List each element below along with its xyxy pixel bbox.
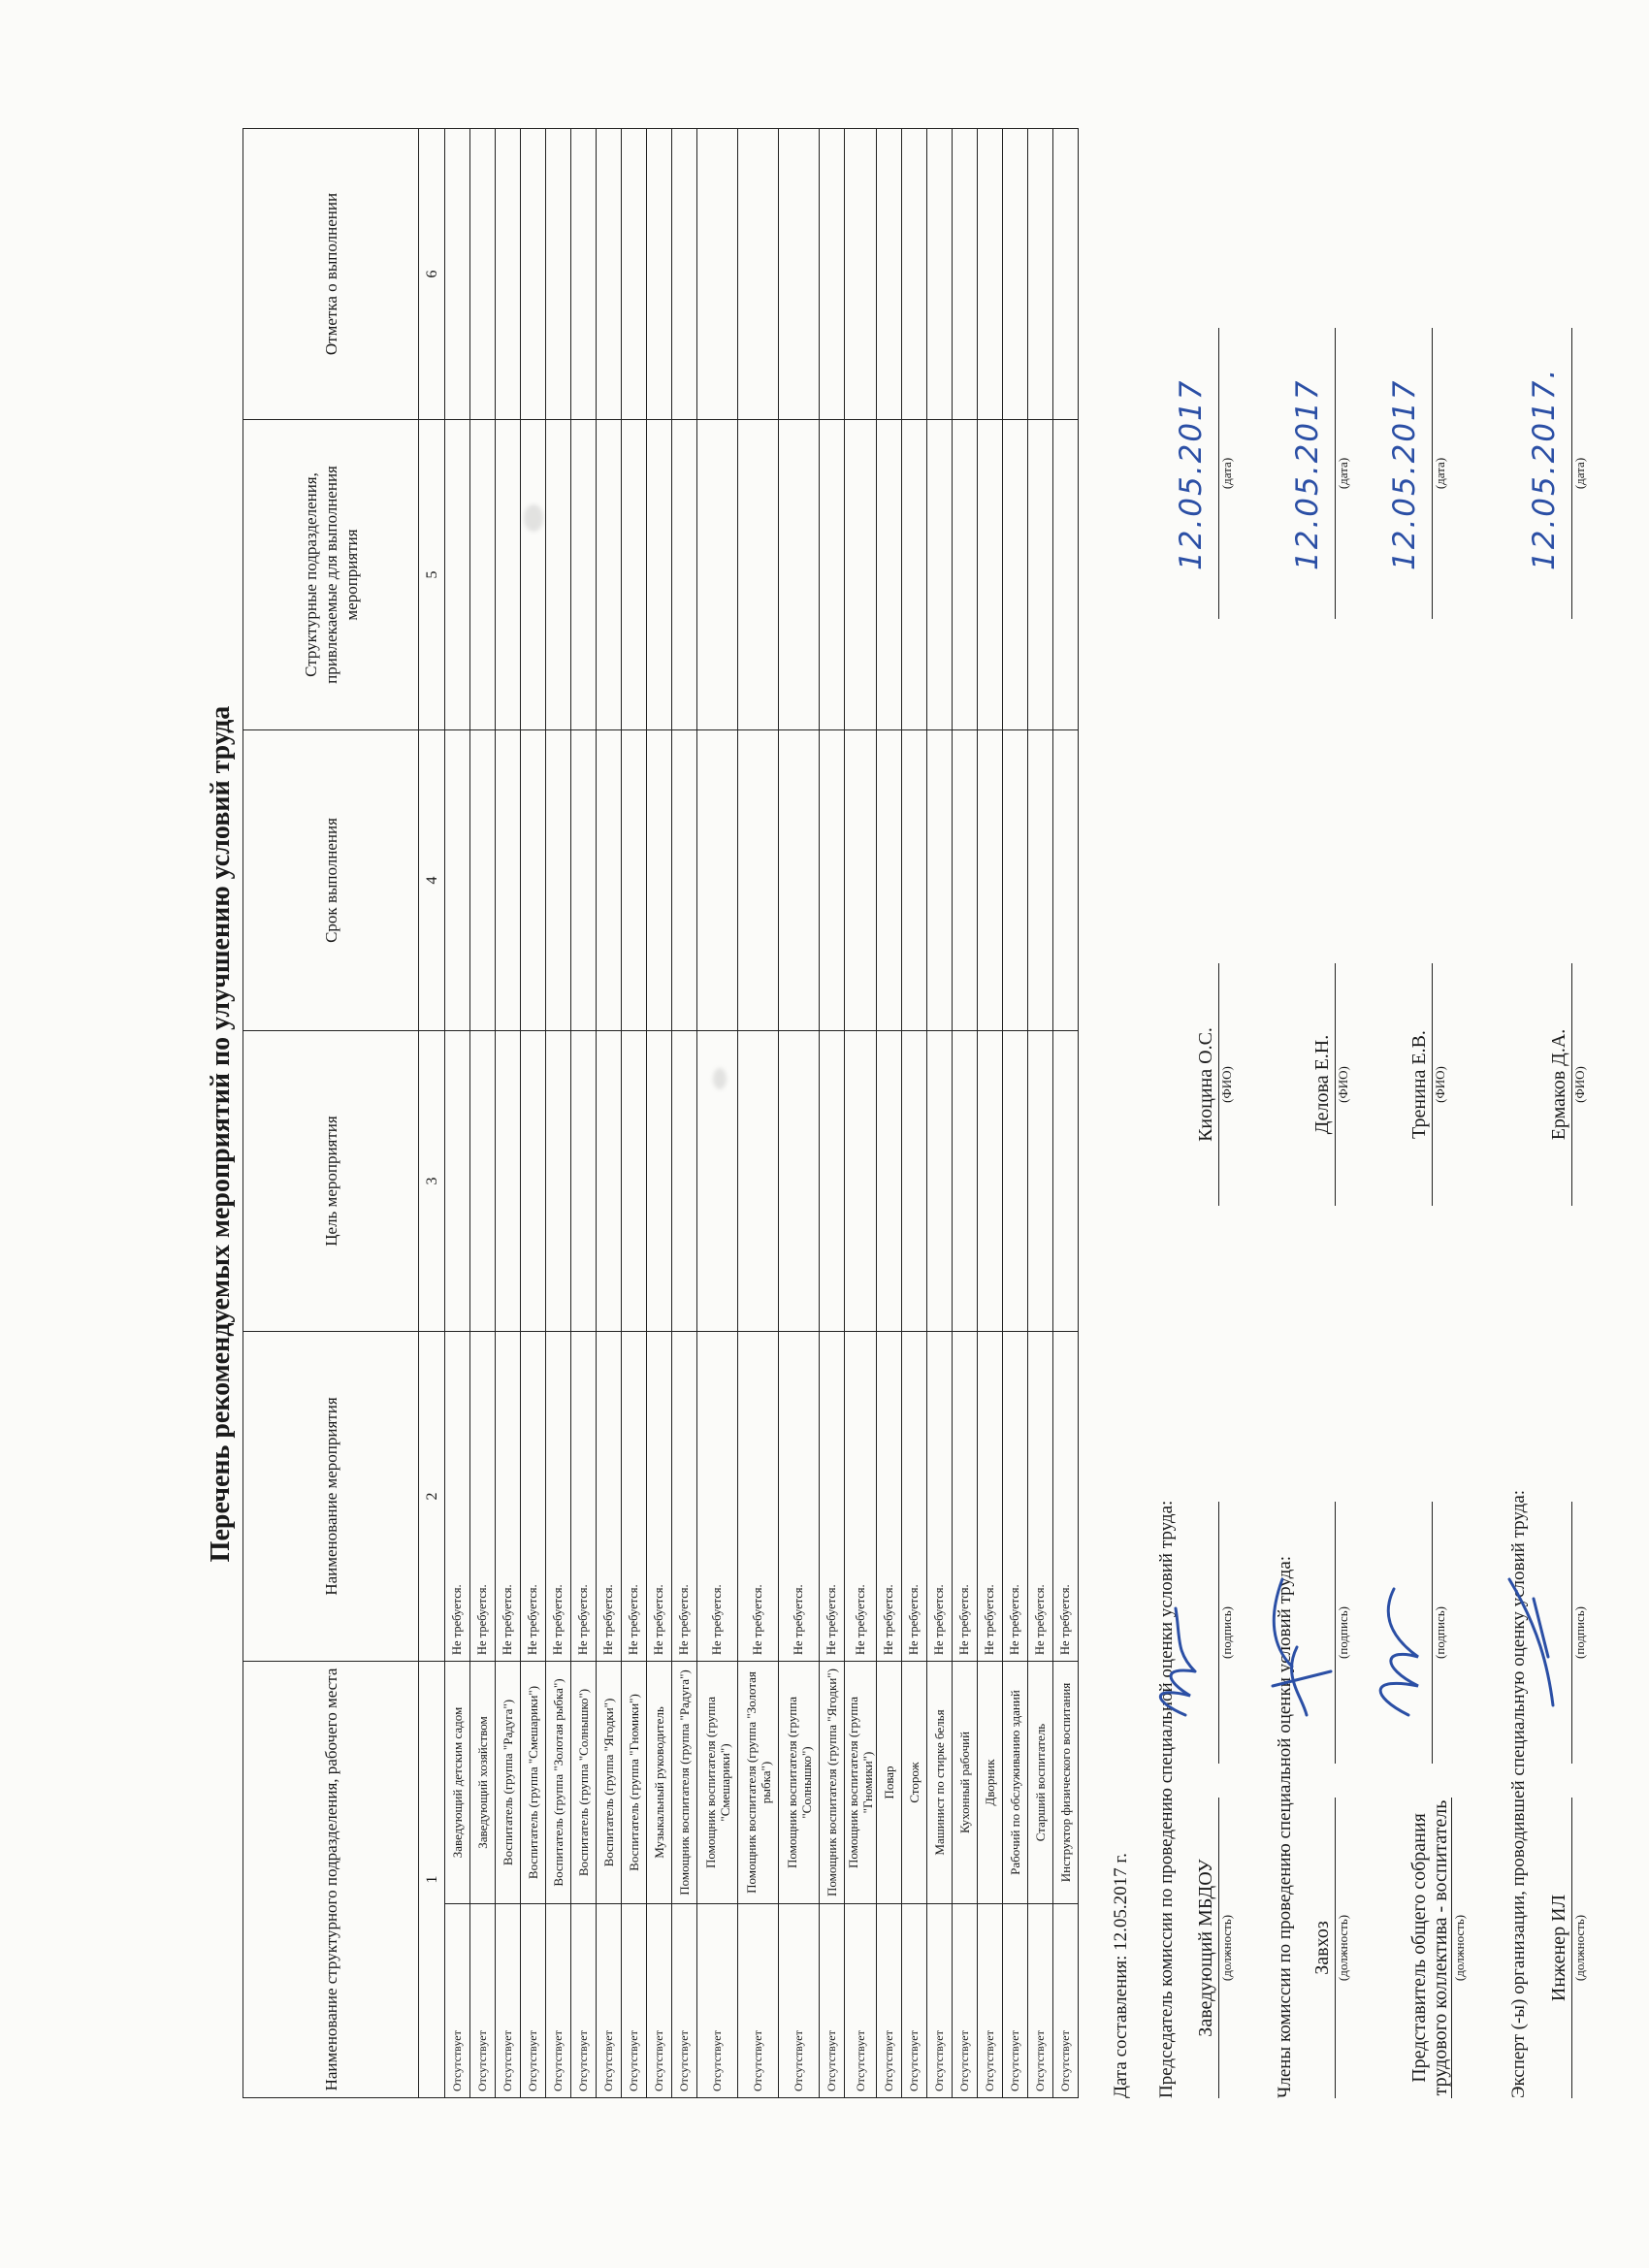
- scan-smudge: [713, 1068, 727, 1089]
- unit-cell: Отсутствует: [571, 1904, 597, 2098]
- goal-cell: [1028, 1031, 1053, 1332]
- deadline-cell: [953, 730, 978, 1031]
- signatory-position-field: [1311, 1798, 1350, 2098]
- deadline-cell: [1053, 730, 1079, 1031]
- signatory-name-field: [1548, 963, 1587, 1206]
- completion-cell: [496, 129, 521, 420]
- table-header-row: [243, 129, 419, 2098]
- table-row: [1053, 129, 1079, 2098]
- unit-cell: Отсутствует: [877, 1904, 902, 2098]
- signatory-name: Киоцина О.С.: [1195, 963, 1219, 1206]
- position-caption: (должность): [1336, 1914, 1350, 1982]
- completion-cell: [445, 129, 470, 420]
- position-caption: (должность): [1219, 1914, 1234, 1982]
- departments-cell: [470, 420, 496, 730]
- unit-cell: Отсутствует: [1028, 1904, 1053, 2098]
- position-cell: Повар: [877, 1662, 902, 1904]
- departments-cell: [877, 420, 902, 730]
- position-cell: Помощник воспитателя (группа "Гномики"): [845, 1662, 877, 1904]
- goal-cell: [820, 1031, 845, 1332]
- measure-cell: Не требуется.: [647, 1332, 672, 1662]
- goal-cell: [902, 1031, 927, 1332]
- measure-cell: Не требуется.: [496, 1332, 521, 1662]
- signatory-position-field: [1195, 1798, 1234, 2098]
- column-number: 4: [419, 730, 445, 1031]
- signature-caption: (подпись): [1433, 1606, 1447, 1659]
- deadline-cell: [877, 730, 902, 1031]
- departments-cell: [521, 420, 546, 730]
- deadline-cell: [597, 730, 622, 1031]
- name-caption: (ФИО): [1433, 1066, 1447, 1103]
- position-caption: (должность): [1572, 1914, 1587, 1982]
- table-row: [779, 129, 820, 2098]
- handwritten-signature: [1147, 1531, 1234, 1725]
- measure-cell: Не требуется.: [1028, 1332, 1053, 1662]
- unit-cell: Отсутствует: [597, 1904, 622, 2098]
- measure-cell: Не требуется.: [902, 1332, 927, 1662]
- departments-cell: [597, 420, 622, 730]
- goal-cell: [845, 1031, 877, 1332]
- header-measure: Наименование мероприятия: [243, 1332, 419, 1662]
- completion-cell: [622, 129, 647, 420]
- unit-cell: Отсутствует: [521, 1904, 546, 2098]
- goal-cell: [647, 1031, 672, 1332]
- measure-cell: Не требуется.: [597, 1332, 622, 1662]
- signatory-name: Делова Е.Н.: [1311, 963, 1336, 1206]
- signatory-position: Представитель общего собрания трудового коллектива - воспитатель: [1408, 1798, 1452, 2098]
- deadline-cell: [697, 730, 738, 1031]
- deadline-cell: [820, 730, 845, 1031]
- measure-cell: Не требуется.: [1003, 1332, 1028, 1662]
- position-cell: Помощник воспитателя (группа "Золотая рыбка"): [738, 1662, 779, 1904]
- measure-cell: Не требуется.: [445, 1332, 470, 1662]
- signatory-position-field: [1408, 1798, 1467, 2098]
- unit-cell: Отсутствует: [672, 1904, 697, 2098]
- completion-cell: [697, 129, 738, 420]
- table-row: [845, 129, 877, 2098]
- goal-cell: [622, 1031, 647, 1332]
- header-completion-mark: Отметка о выполнении: [243, 129, 419, 420]
- departments-cell: [647, 420, 672, 730]
- date-caption: (дата): [1336, 457, 1350, 490]
- deadline-cell: [978, 730, 1003, 1031]
- position-cell: Заведующий хозяйством: [470, 1662, 496, 1904]
- position-cell: Воспитатель (группа "Золотая рыбка"): [546, 1662, 571, 1904]
- measure-cell: Не требуется.: [571, 1332, 597, 1662]
- completion-cell: [820, 129, 845, 420]
- handwritten-date: 12.05.2017: [1174, 378, 1209, 570]
- handwritten-signature: [1500, 1531, 1587, 1725]
- completion-cell: [470, 129, 496, 420]
- position-cell: Дворник: [978, 1662, 1003, 1904]
- position-cell: Сторож: [902, 1662, 927, 1904]
- unit-cell: Отсутствует: [445, 1904, 470, 2098]
- departments-cell: [546, 420, 571, 730]
- unit-cell: Отсутствует: [697, 1904, 738, 2098]
- goal-cell: [672, 1031, 697, 1332]
- date-caption: (дата): [1433, 457, 1447, 490]
- date-caption: (дата): [1219, 457, 1234, 490]
- measures-table: [242, 128, 1079, 2098]
- deadline-cell: [779, 730, 820, 1031]
- deadline-cell: [546, 730, 571, 1031]
- unit-cell: Отсутствует: [902, 1904, 927, 2098]
- completion-cell: [521, 129, 546, 420]
- unit-cell: Отсутствует: [622, 1904, 647, 2098]
- completion-cell: [1053, 129, 1079, 420]
- position-cell: Заведующий детским садом: [445, 1662, 470, 1904]
- column-number: 2: [419, 1332, 445, 1662]
- table-row: [953, 129, 978, 2098]
- goal-cell: [445, 1031, 470, 1332]
- handwritten-date: 12.05.2017: [1290, 378, 1325, 570]
- position-cell: Воспитатель (группа "Гномики"): [622, 1662, 647, 1904]
- position-cell: Помощник воспитателя (группа "Радуга"): [672, 1662, 697, 1904]
- unit-cell: Отсутствует: [647, 1904, 672, 2098]
- goal-cell: [597, 1031, 622, 1332]
- deadline-cell: [445, 730, 470, 1031]
- position-cell: Воспитатель (группа "Смешарики"): [521, 1662, 546, 1904]
- column-number: 5: [419, 420, 445, 730]
- table-row: [597, 129, 622, 2098]
- signature-caption: (подпись): [1219, 1606, 1234, 1659]
- goal-cell: [571, 1031, 597, 1332]
- table-row: [697, 129, 738, 2098]
- deadline-cell: [647, 730, 672, 1031]
- signatory-position-field: [1548, 1798, 1587, 2098]
- signatory-position: Инженер ИЛ: [1548, 1798, 1572, 2098]
- deadline-cell: [622, 730, 647, 1031]
- table-row: [622, 129, 647, 2098]
- departments-cell: [927, 420, 953, 730]
- goal-cell: [978, 1031, 1003, 1332]
- handwritten-signature: [1360, 1531, 1447, 1725]
- departments-cell: [622, 420, 647, 730]
- completion-cell: [953, 129, 978, 420]
- table-row: [445, 129, 470, 2098]
- measure-cell: Не требуется.: [546, 1332, 571, 1662]
- compilation-date: Дата составления: 12.05.2017 г.: [1111, 1853, 1131, 2098]
- unit-cell: Отсутствует: [546, 1904, 571, 2098]
- unit-cell: Отсутствует: [820, 1904, 845, 2098]
- measure-cell: Не требуется.: [953, 1332, 978, 1662]
- unit-cell: Отсутствует: [738, 1904, 779, 2098]
- unit-cell: Отсутствует: [470, 1904, 496, 2098]
- measure-cell: Не требуется.: [820, 1332, 845, 1662]
- handwritten-date: 12.05.2017.: [1527, 367, 1562, 570]
- table-row: [877, 129, 902, 2098]
- position-cell: Рабочий по обслуживанию зданий: [1003, 1662, 1028, 1904]
- measure-cell: Не требуется.: [521, 1332, 546, 1662]
- table-row: [978, 129, 1003, 2098]
- measure-cell: Не требуется.: [845, 1332, 877, 1662]
- signatory-name: Тренина Е.В.: [1408, 963, 1433, 1206]
- unit-cell: Отсутствует: [978, 1904, 1003, 2098]
- departments-cell: [978, 420, 1003, 730]
- completion-cell: [845, 129, 877, 420]
- scan-smudge: [524, 504, 543, 532]
- departments-cell: [902, 420, 927, 730]
- departments-cell: [779, 420, 820, 730]
- deadline-cell: [927, 730, 953, 1031]
- table-row: [738, 129, 779, 2098]
- completion-cell: [571, 129, 597, 420]
- position-cell: Машинист по стирке белья: [927, 1662, 953, 1904]
- departments-cell: [496, 420, 521, 730]
- table-row: [496, 129, 521, 2098]
- position-cell: Помощник воспитателя (группа "Смешарики"): [697, 1662, 738, 1904]
- signatory-name-field: [1408, 963, 1447, 1206]
- unit-cell: Отсутствует: [779, 1904, 820, 2098]
- header-goal: Цель мероприятия: [243, 1031, 419, 1332]
- completion-cell: [877, 129, 902, 420]
- unit-cell: Отсутствует: [845, 1904, 877, 2098]
- measure-cell: Не требуется.: [978, 1332, 1003, 1662]
- expert-heading: Эксперт (-ы) организации, проводившей специальную оценку условий труда:: [1508, 1489, 1529, 2098]
- deadline-cell: [521, 730, 546, 1031]
- table-row: [1003, 129, 1028, 2098]
- unit-cell: Отсутствует: [927, 1904, 953, 2098]
- date-caption: (дата): [1572, 457, 1587, 490]
- signatory-position: Заведующий МБДОУ: [1195, 1798, 1219, 2098]
- deadline-cell: [845, 730, 877, 1031]
- deadline-cell: [1003, 730, 1028, 1031]
- position-cell: Помощник воспитателя (группа "Ягодки"): [820, 1662, 845, 1904]
- departments-cell: [738, 420, 779, 730]
- measure-cell: Не требуется.: [1053, 1332, 1079, 1662]
- measure-cell: Не требуется.: [738, 1332, 779, 1662]
- completion-cell: [1003, 129, 1028, 420]
- goal-cell: [546, 1031, 571, 1332]
- column-number: 6: [419, 129, 445, 420]
- column-number: 1: [419, 1662, 445, 2098]
- departments-cell: [953, 420, 978, 730]
- position-cell: Музыкальный руководитель: [647, 1662, 672, 1904]
- goal-cell: [927, 1031, 953, 1332]
- departments-cell: [1003, 420, 1028, 730]
- table-body: [445, 129, 1079, 2098]
- goal-cell: [738, 1031, 779, 1332]
- table-row: [521, 129, 546, 2098]
- completion-cell: [1028, 129, 1053, 420]
- name-caption: (ФИО): [1219, 1066, 1234, 1103]
- column-number-row: [419, 129, 445, 2098]
- position-cell: Инструктор физического воспитания: [1053, 1662, 1079, 1904]
- table-row: [820, 129, 845, 2098]
- goal-cell: [953, 1031, 978, 1332]
- completion-cell: [927, 129, 953, 420]
- completion-cell: [738, 129, 779, 420]
- handwritten-signature: [1263, 1531, 1350, 1725]
- departments-cell: [571, 420, 597, 730]
- completion-cell: [546, 129, 571, 420]
- goal-cell: [521, 1031, 546, 1332]
- measure-cell: Не требуется.: [470, 1332, 496, 1662]
- table-row: [571, 129, 597, 2098]
- unit-cell: Отсутствует: [496, 1904, 521, 2098]
- departments-cell: [845, 420, 877, 730]
- departments-cell: [1028, 420, 1053, 730]
- departments-cell: [672, 420, 697, 730]
- goal-cell: [779, 1031, 820, 1332]
- departments-cell: [1053, 420, 1079, 730]
- measure-cell: Не требуется.: [697, 1332, 738, 1662]
- chair-heading: Председатель комиссии по проведению специальной оценки условий труда:: [1156, 1500, 1177, 2098]
- signature-caption: (подпись): [1336, 1606, 1350, 1659]
- measure-cell: Не требуется.: [622, 1332, 647, 1662]
- position-cell: Кухонный рабочий: [953, 1662, 978, 1904]
- measure-cell: Не требуется.: [927, 1332, 953, 1662]
- completion-cell: [597, 129, 622, 420]
- table-row: [470, 129, 496, 2098]
- document-title: Перечень рекомендуемых мероприятий по улучшению условий труда: [206, 705, 236, 1563]
- position-cell: Старший воспитатель: [1028, 1662, 1053, 1904]
- deadline-cell: [1028, 730, 1053, 1031]
- table-row: [546, 129, 571, 2098]
- table-row: [1028, 129, 1053, 2098]
- completion-cell: [779, 129, 820, 420]
- departments-cell: [445, 420, 470, 730]
- position-cell: Воспитатель (группа "Солнышко"): [571, 1662, 597, 1904]
- table-row: [647, 129, 672, 2098]
- completion-cell: [978, 129, 1003, 420]
- goal-cell: [1053, 1031, 1079, 1332]
- goal-cell: [877, 1031, 902, 1332]
- header-departments: Структурные подразделения, привлекаемые для выполнения мероприятия: [243, 420, 419, 730]
- deadline-cell: [672, 730, 697, 1031]
- header-workplace: Наименование структурного подразделения, рабочего места: [243, 1662, 419, 2098]
- table-row: [902, 129, 927, 2098]
- position-cell: Воспитатель (группа "Радуга"): [496, 1662, 521, 1904]
- deadline-cell: [902, 730, 927, 1031]
- signatory-position: Завхоз: [1311, 1798, 1336, 2098]
- unit-cell: Отсутствует: [953, 1904, 978, 2098]
- signatory-name: Ермаков Д.А.: [1548, 963, 1572, 1206]
- members-heading: Члены комиссии по проведению специальной оценки условий труда:: [1275, 1555, 1295, 2098]
- position-cell: Воспитатель (группа "Ягодки"): [597, 1662, 622, 1904]
- unit-cell: Отсутствует: [1003, 1904, 1028, 2098]
- deadline-cell: [571, 730, 597, 1031]
- deadline-cell: [496, 730, 521, 1031]
- goal-cell: [1003, 1031, 1028, 1332]
- departments-cell: [697, 420, 738, 730]
- position-cell: Помощник воспитателя (группа "Солнышко"): [779, 1662, 820, 1904]
- handwritten-date: 12.05.2017: [1387, 378, 1422, 570]
- column-number: 3: [419, 1031, 445, 1332]
- header-deadline: Срок выполнения: [243, 730, 419, 1031]
- name-caption: (ФИО): [1336, 1066, 1350, 1103]
- table-row: [927, 129, 953, 2098]
- departments-cell: [820, 420, 845, 730]
- completion-cell: [902, 129, 927, 420]
- deadline-cell: [738, 730, 779, 1031]
- deadline-cell: [470, 730, 496, 1031]
- measure-cell: Не требуется.: [779, 1332, 820, 1662]
- signatory-name-field: [1195, 963, 1234, 1206]
- measure-cell: Не требуется.: [672, 1332, 697, 1662]
- signatory-name-field: [1311, 963, 1350, 1206]
- completion-cell: [647, 129, 672, 420]
- name-caption: (ФИО): [1572, 1066, 1587, 1103]
- signature-caption: (подпись): [1572, 1606, 1587, 1659]
- goal-cell: [496, 1031, 521, 1332]
- goal-cell: [470, 1031, 496, 1332]
- table-row: [672, 129, 697, 2098]
- unit-cell: Отсутствует: [1053, 1904, 1079, 2098]
- position-caption: (должность): [1452, 1914, 1467, 1982]
- measure-cell: Не требуется.: [877, 1332, 902, 1662]
- completion-cell: [672, 129, 697, 420]
